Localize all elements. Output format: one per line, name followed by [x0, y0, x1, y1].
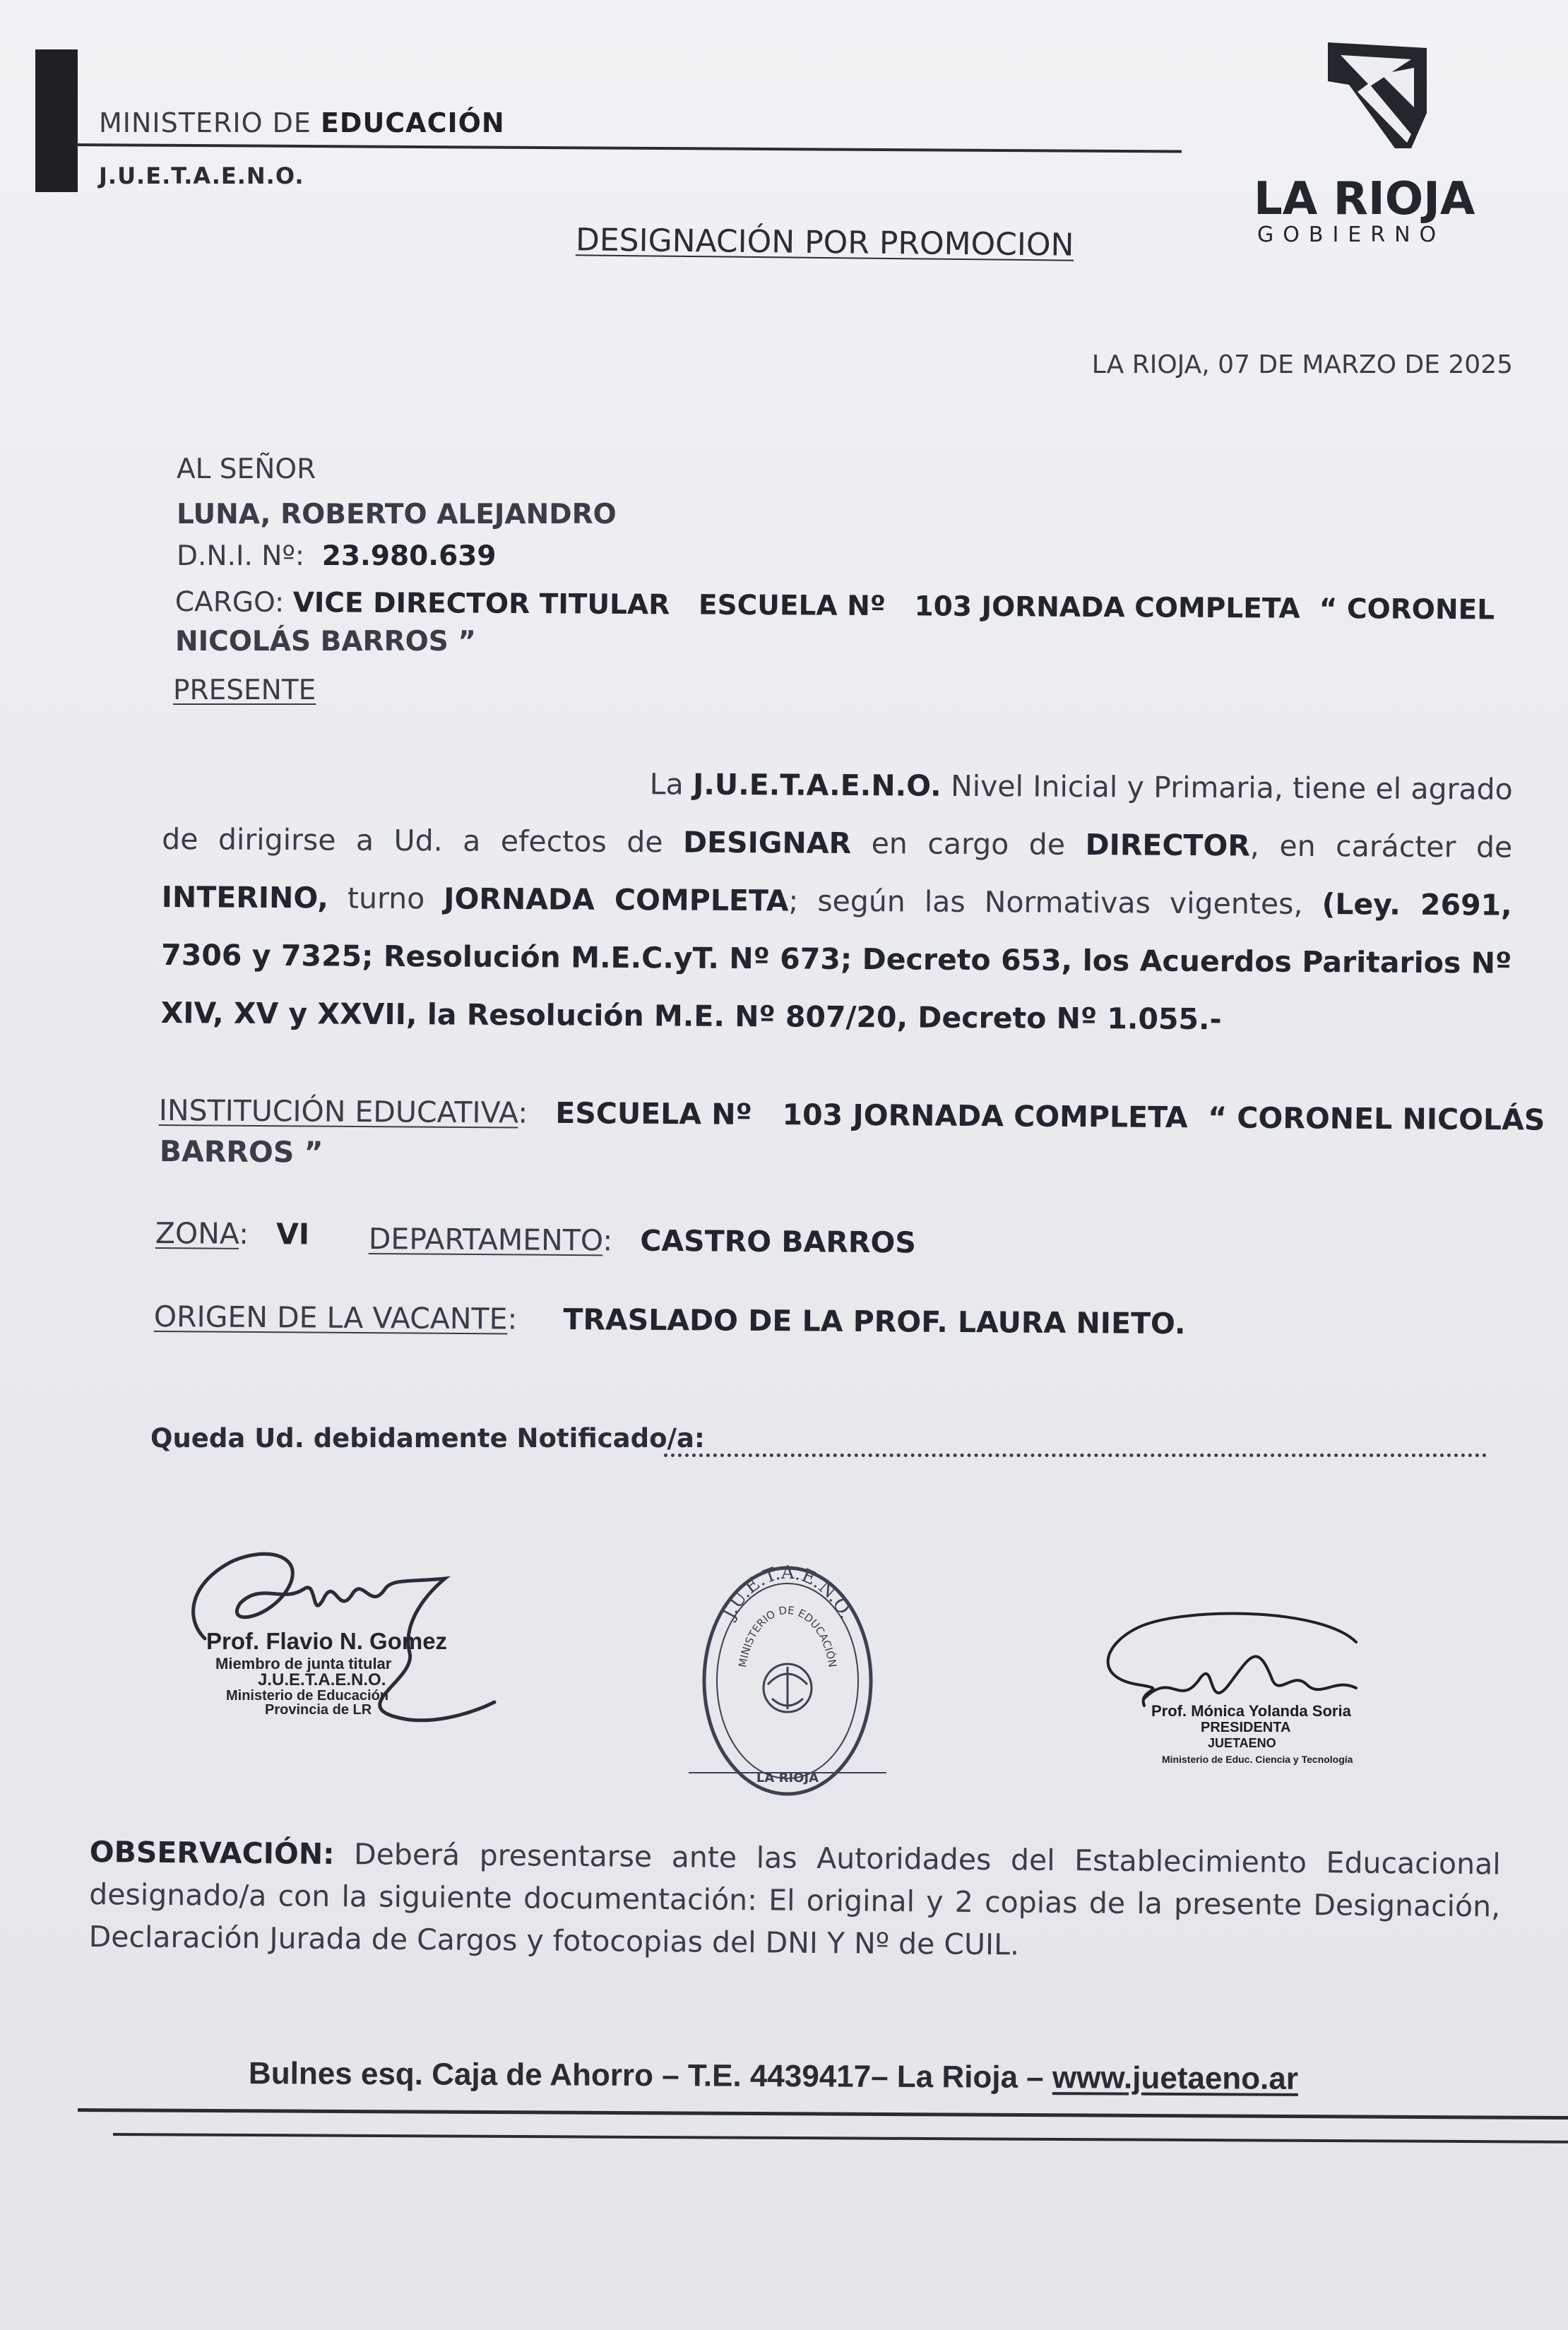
cargo-value-cont: NICOLÁS BARROS ” — [175, 626, 477, 658]
institucion-label: INSTITUCIÓN EDUCATIVA — [158, 1093, 518, 1130]
signature-right: Prof. Mónica Yolanda Soria PRESIDENTA JUETAENO Ministerio de Educ. Ciencia y Tecnología — [1095, 1600, 1363, 1790]
svg-text:LA RIOJA: LA RIOJA — [756, 1771, 819, 1785]
document-title: DESIGNACIÓN POR PROMOCION — [575, 222, 1074, 263]
svg-text:J.U.E.T.A.E.N.O.: J.U.E.T.A.E.N.O. — [718, 1562, 857, 1623]
origen-field: ORIGEN DE LA VACANTE: TRASLADO DE LA PROF. LAURA NIETO. — [153, 1300, 1186, 1341]
signature-left: Prof. Flavio N. Gomez Miembro de junta titular J.U.E.T.A.E.N.O. Ministerio de Educación Provincia de LR — [177, 1540, 509, 1737]
notification-label: Queda Ud. debidamente Notificado/a: — [150, 1423, 705, 1454]
logo-subtitle: GOBIERNO — [1257, 222, 1446, 247]
observation-paragraph — [88, 1831, 1500, 1970]
header-side-bar — [35, 49, 78, 192]
header-rule — [76, 143, 1182, 153]
footer-address: Bulnes esq. Caja de Ahorro – T.E. 4439417– La Rioja – — [248, 2056, 1044, 2096]
org-acronym: J.U.E.T.A.E.N.O. — [99, 162, 304, 189]
dni-value: 23.980.639 — [321, 540, 497, 572]
logo-title: LA RIOJA — [1254, 173, 1475, 225]
footer-rule-2 — [113, 2133, 1568, 2144]
cargo-line — [175, 586, 1495, 626]
institucion-value-cont: BARROS ” — [159, 1134, 323, 1170]
salutation: AL SEÑOR — [177, 453, 316, 485]
footer-rule-1 — [78, 2108, 1568, 2120]
document-date: LA RIOJA, 07 DE MARZO DE 2025 — [1091, 350, 1513, 379]
observation-label: OBSERVACIÓN: — [89, 1834, 335, 1872]
zona-label: ZONA — [155, 1216, 239, 1251]
departamento-value: CASTRO BARROS — [640, 1223, 917, 1260]
footer-contact — [249, 2056, 1298, 2097]
origen-value: TRASLADO DE LA PROF. LAURA NIETO. — [563, 1302, 1186, 1341]
notification-dotted-line — [664, 1454, 1487, 1457]
origen-label: ORIGEN DE LA VACANTE — [153, 1300, 508, 1336]
institucion-value: ESCUELA Nº 103 JORNADA COMPLETA “ CORONEL NICOLÁS — [555, 1095, 1545, 1137]
zona-field: ZONA: VI — [155, 1216, 310, 1252]
departamento-label: DEPARTAMENTO — [368, 1222, 603, 1258]
ministry-heading: MINISTERIO DE EDUCACIÓN — [99, 107, 505, 138]
observation-text: Deberá presentarse ante las Autoridades del Establecimiento Educacional designado/a con la siguiente documentación: El original y 2 copias de la presente Designación, Declaración Jurada de Cargos y fotocopias del DNI Y Nº de CUIL. — [88, 1837, 1501, 1962]
cargo-value: VICE DIRECTOR TITULAR ESCUELA Nº 103 JORNADA COMPLETA “ CORONEL — [292, 587, 1495, 626]
designation-paragraph: La J.U.E.T.A.E.N.O. Nivel Inicial y Primaria, tiene el agrado de dirigirse a Ud. a efectos de DESIGNAR en cargo de DIRECTOR, en carácter de INTERINO, turno JORNADA COMPLETA; según las Normativas vigentes, (Ley. 2691, 7306 y 7325; Resolución M.E.C.yT. Nº 673; Decreto 653, los Acuerdos Paritarios Nº XIV, XV y XXVII, la Resolución M.E. Nº 807/20, Decreto Nº 1.055.- — [160, 767, 1513, 1037]
addressee-name: LUNA, ROBERTO ALEJANDRO — [177, 499, 617, 530]
cargo-label: CARGO: — [174, 586, 285, 619]
official-seal-icon — [689, 1557, 886, 1797]
dni-label: D.N.I. Nº: — [177, 540, 304, 572]
zona-value: VI — [275, 1217, 310, 1252]
dni-line — [177, 540, 497, 572]
institucion-field: INSTITUCIÓN EDUCATIVA: ESCUELA Nº 103 JORNADA COMPLETA “ CORONEL NICOLÁS — [158, 1093, 1545, 1137]
footer-website-link[interactable]: www.juetaeno.ar — [1052, 2060, 1299, 2096]
la-rioja-logo-icon — [1328, 42, 1430, 159]
departamento-field: DEPARTAMENTO: CASTRO BARROS — [368, 1222, 917, 1260]
presente-label: PRESENTE — [173, 674, 316, 706]
svg-text:MINISTERIO DE EDUCACIÓN: MINISTERIO DE EDUCACIÓN — [736, 1603, 839, 1669]
